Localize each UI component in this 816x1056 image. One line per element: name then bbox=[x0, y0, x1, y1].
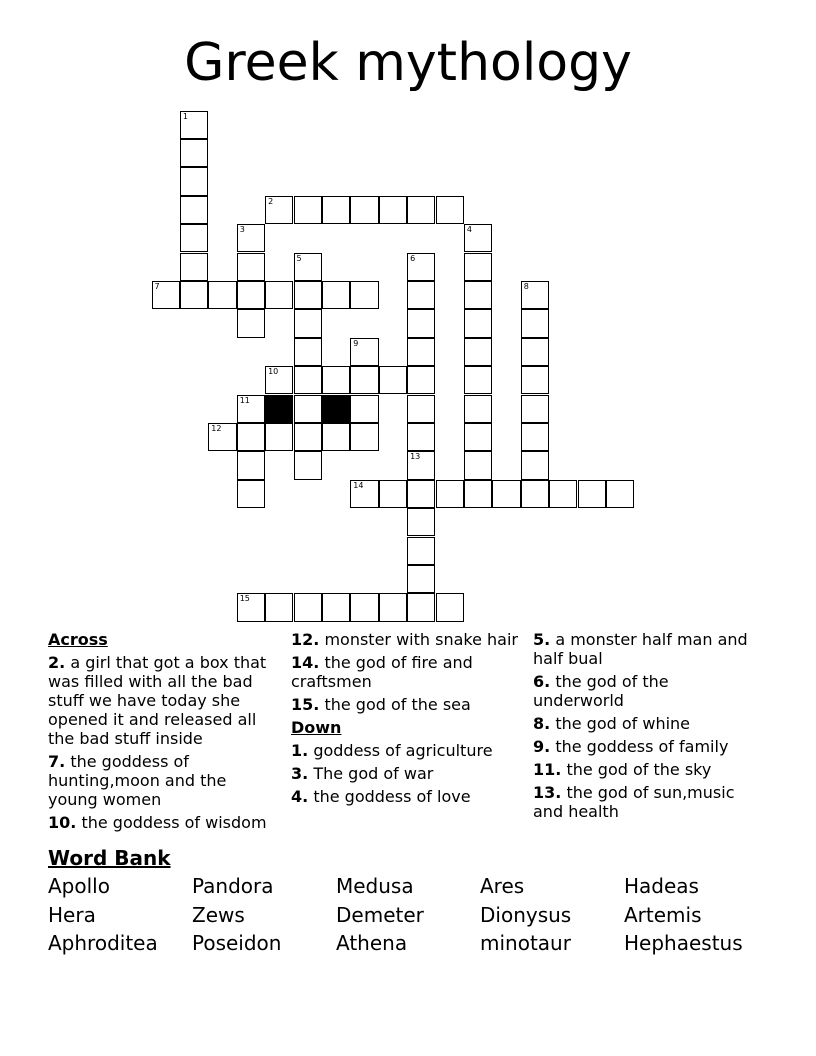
grid-cell[interactable] bbox=[407, 309, 435, 337]
word-bank-word: Apollo bbox=[48, 874, 110, 898]
cell-number: 4 bbox=[466, 225, 472, 235]
grid-cell[interactable] bbox=[464, 253, 492, 281]
grid-cell[interactable] bbox=[521, 309, 549, 337]
cell-number: 7 bbox=[154, 281, 160, 291]
cell-number: 13 bbox=[410, 452, 421, 462]
cell-number: 3 bbox=[239, 225, 245, 235]
grid-cell[interactable] bbox=[265, 366, 293, 394]
clue-across-12: 12. monster with snake hair bbox=[291, 630, 518, 649]
grid-cell[interactable] bbox=[521, 281, 549, 309]
clues-column-1 bbox=[48, 630, 278, 836]
cell-number: 1 bbox=[182, 111, 188, 121]
word-bank-word: Dionysus bbox=[480, 902, 572, 927]
grid-cell[interactable] bbox=[294, 451, 322, 479]
grid-cell[interactable] bbox=[521, 366, 549, 394]
grid-cell[interactable] bbox=[237, 480, 265, 508]
grid-cell[interactable] bbox=[521, 338, 549, 366]
grid-cell[interactable] bbox=[436, 480, 464, 508]
clue-across-7: 7. the goddess of hunting,moon and the young women bbox=[48, 752, 227, 809]
clue-down-6: 6. the god of the underworld bbox=[533, 672, 669, 710]
grid-cell[interactable] bbox=[407, 565, 435, 593]
grid-cell[interactable] bbox=[464, 395, 492, 423]
grid-cell[interactable] bbox=[379, 196, 407, 224]
grid-cell[interactable] bbox=[436, 593, 464, 621]
word-bank-word: Hera bbox=[48, 902, 96, 927]
grid-cell[interactable] bbox=[180, 111, 208, 139]
grid-cell[interactable] bbox=[549, 480, 577, 508]
grid-cell[interactable] bbox=[180, 281, 208, 309]
word-bank-word: minotaur bbox=[480, 931, 571, 955]
word-bank-word: Hephaestus bbox=[624, 931, 743, 955]
grid-cell[interactable] bbox=[464, 281, 492, 309]
grid-cell[interactable] bbox=[407, 537, 435, 565]
grid-cell[interactable] bbox=[237, 593, 265, 621]
grid-cell[interactable] bbox=[350, 366, 378, 394]
grid-cell[interactable] bbox=[180, 253, 208, 281]
grid-cell[interactable] bbox=[208, 423, 236, 451]
grid-cell[interactable] bbox=[379, 366, 407, 394]
clue-down-5: 5. a monster half man and half bual bbox=[533, 630, 748, 668]
clue-down-8: 8. the god of whine bbox=[533, 714, 691, 733]
grid-cell[interactable] bbox=[322, 281, 350, 309]
grid-cell[interactable] bbox=[464, 480, 492, 508]
grid-cell[interactable] bbox=[407, 196, 435, 224]
grid-cell[interactable] bbox=[265, 281, 293, 309]
grid-cell[interactable] bbox=[407, 281, 435, 309]
clue-across-2: 2. a girl that got a box that was filled with all the bad stuff we have today she opened it and released all the bad stuff inside bbox=[48, 653, 267, 748]
grid-cell[interactable] bbox=[237, 423, 265, 451]
grid-cell[interactable] bbox=[464, 309, 492, 337]
page-title: Greek mythology bbox=[184, 33, 632, 93]
word-bank-word: Zews bbox=[192, 902, 245, 927]
word-bank-word: Hadeas bbox=[624, 874, 699, 898]
clue-down-11: 11. the god of the sky bbox=[533, 760, 712, 779]
grid-cell[interactable] bbox=[350, 423, 378, 451]
grid-cell[interactable] bbox=[464, 423, 492, 451]
grid-cell[interactable] bbox=[407, 395, 435, 423]
clues-column-3 bbox=[533, 630, 763, 825]
grid-cell[interactable] bbox=[294, 281, 322, 309]
grid-cell[interactable] bbox=[578, 480, 606, 508]
cell-number: 12 bbox=[211, 423, 222, 433]
grid-cell[interactable] bbox=[464, 451, 492, 479]
grid-cell[interactable] bbox=[464, 366, 492, 394]
word-bank-word: Athena bbox=[336, 931, 408, 955]
grid-cell[interactable] bbox=[464, 338, 492, 366]
clue-down-4: 4. the goddess of love bbox=[291, 787, 471, 806]
black-cell bbox=[322, 395, 350, 423]
word-bank-word: Poseidon bbox=[192, 931, 282, 955]
grid-cell[interactable] bbox=[208, 281, 236, 309]
grid-cell[interactable] bbox=[350, 593, 378, 621]
grid-cell[interactable] bbox=[294, 366, 322, 394]
grid-cell[interactable] bbox=[265, 423, 293, 451]
grid-cell[interactable] bbox=[407, 253, 435, 281]
cell-number: 15 bbox=[239, 594, 250, 604]
grid-cell[interactable] bbox=[521, 395, 549, 423]
grid-cell[interactable] bbox=[294, 395, 322, 423]
grid-cell[interactable] bbox=[350, 480, 378, 508]
grid-cell[interactable] bbox=[237, 253, 265, 281]
grid-cell[interactable] bbox=[265, 593, 293, 621]
grid-cell[interactable] bbox=[407, 423, 435, 451]
grid-cell[interactable] bbox=[606, 480, 634, 508]
cell-number: 5 bbox=[296, 253, 302, 263]
clue-down-3: 3. The god of war bbox=[291, 764, 434, 783]
grid-cell[interactable] bbox=[350, 395, 378, 423]
grid-cell[interactable] bbox=[294, 338, 322, 366]
grid-cell[interactable] bbox=[322, 366, 350, 394]
clues-column-2 bbox=[291, 630, 521, 810]
grid-cell[interactable] bbox=[294, 253, 322, 281]
grid-cell[interactable] bbox=[379, 593, 407, 621]
grid-cell[interactable] bbox=[407, 338, 435, 366]
grid-cell[interactable] bbox=[237, 281, 265, 309]
grid-cell[interactable] bbox=[521, 480, 549, 508]
clue-across-10: 10. the goddess of wisdom bbox=[48, 813, 267, 832]
grid-cell[interactable] bbox=[294, 423, 322, 451]
cell-number: 6 bbox=[410, 253, 416, 263]
grid-cell[interactable] bbox=[180, 139, 208, 167]
grid-cell[interactable] bbox=[180, 167, 208, 195]
grid-cell[interactable] bbox=[521, 451, 549, 479]
grid-cell[interactable] bbox=[436, 196, 464, 224]
cell-number: 14 bbox=[353, 480, 364, 490]
grid-cell[interactable] bbox=[237, 309, 265, 337]
grid-cell[interactable] bbox=[407, 480, 435, 508]
clue-down-13: 13. the god of sun,music and health bbox=[533, 783, 735, 821]
cell-number: 9 bbox=[353, 338, 359, 348]
grid-cell[interactable] bbox=[379, 480, 407, 508]
grid-cell[interactable] bbox=[294, 309, 322, 337]
grid-cell[interactable] bbox=[492, 480, 520, 508]
grid-cell[interactable] bbox=[407, 451, 435, 479]
cell-number: 8 bbox=[523, 281, 529, 291]
cell-number: 2 bbox=[268, 196, 274, 206]
grid-cell[interactable] bbox=[322, 593, 350, 621]
grid-cell[interactable] bbox=[294, 593, 322, 621]
grid-cell[interactable] bbox=[152, 281, 180, 309]
grid-cell[interactable] bbox=[407, 593, 435, 621]
grid-cell[interactable] bbox=[180, 224, 208, 252]
grid-cell[interactable] bbox=[464, 224, 492, 252]
grid-cell[interactable] bbox=[265, 196, 293, 224]
grid-cell[interactable] bbox=[294, 196, 322, 224]
grid-cell[interactable] bbox=[322, 423, 350, 451]
black-cell bbox=[265, 395, 293, 423]
cell-number: 10 bbox=[268, 367, 279, 377]
grid-cell[interactable] bbox=[407, 366, 435, 394]
word-bank-title: Word Bank bbox=[48, 846, 171, 870]
clue-across-14: 14. the god of fire and craftsmen bbox=[291, 653, 473, 691]
word-bank-word: Demeter bbox=[336, 902, 424, 927]
word-bank-word: Medusa bbox=[336, 874, 414, 898]
clue-down-1: 1. goddess of agriculture bbox=[291, 741, 493, 760]
grid-cell[interactable] bbox=[350, 281, 378, 309]
across-header: Across bbox=[48, 630, 108, 649]
grid-cell[interactable] bbox=[407, 508, 435, 536]
down-header: Down bbox=[291, 718, 342, 737]
clue-down-9: 9. the goddess of family bbox=[533, 737, 729, 756]
grid-cell[interactable] bbox=[237, 224, 265, 252]
clue-across-15: 15. the god of the sea bbox=[291, 695, 471, 714]
cell-number: 11 bbox=[239, 395, 250, 405]
word-bank-word: Ares bbox=[480, 874, 525, 898]
grid-cell[interactable] bbox=[322, 196, 350, 224]
grid-cell[interactable] bbox=[237, 451, 265, 479]
grid-cell[interactable] bbox=[521, 423, 549, 451]
word-bank-word: Pandora bbox=[192, 874, 274, 898]
word-bank-word: Aphroditea bbox=[48, 931, 158, 955]
grid-cell[interactable] bbox=[237, 395, 265, 423]
grid-cell[interactable] bbox=[350, 338, 378, 366]
grid-cell[interactable] bbox=[180, 196, 208, 224]
word-bank-word: Artemis bbox=[624, 902, 702, 927]
grid-cell[interactable] bbox=[350, 196, 378, 224]
